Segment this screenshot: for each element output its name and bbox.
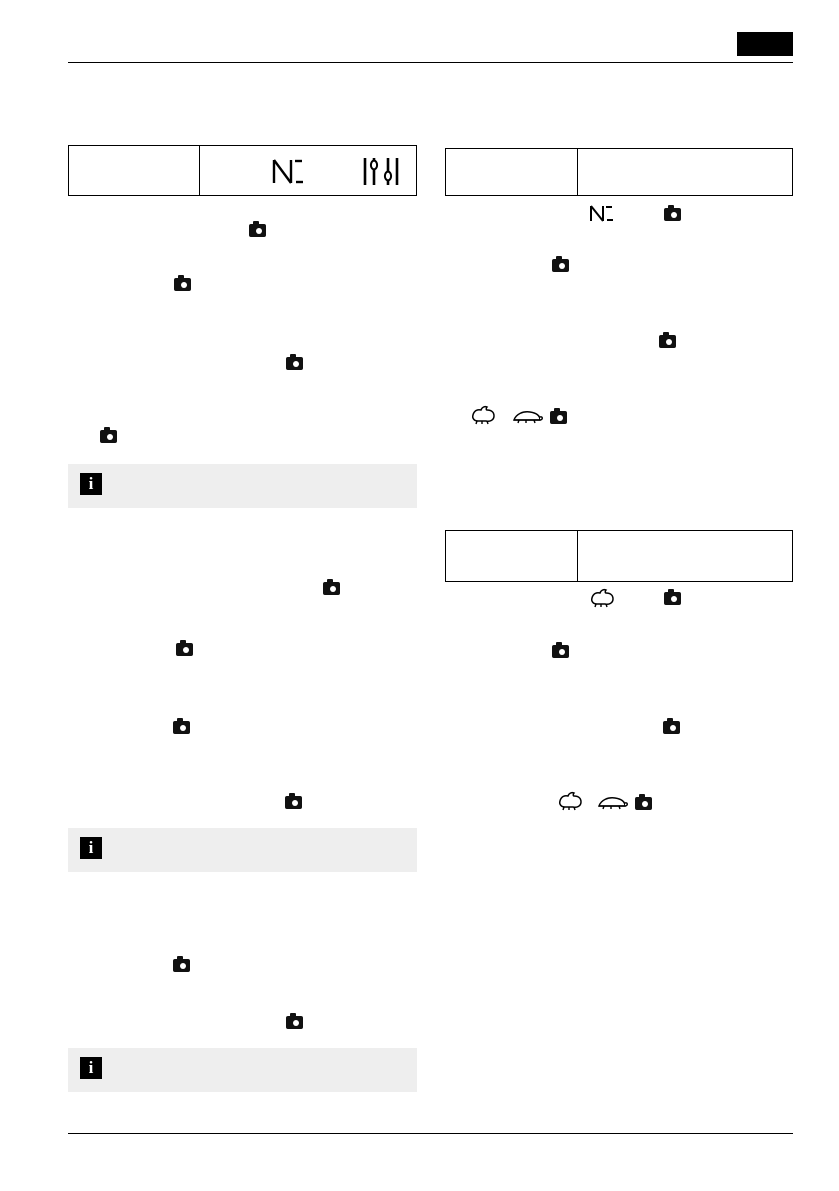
info-icon: i: [80, 473, 102, 495]
camera-icon: [635, 797, 652, 810]
dinosaur-icon: [589, 588, 617, 608]
camera-icon: [286, 357, 303, 370]
info-note: [68, 1048, 417, 1092]
table-divider: [199, 146, 200, 195]
dinosaur-icon: [470, 405, 498, 425]
info-note: [68, 464, 417, 508]
sliders-icon: [361, 156, 401, 187]
camera-icon: [552, 259, 569, 272]
camera-icon: [174, 278, 191, 291]
camera-icon: [285, 796, 302, 809]
zigzag-icon: [588, 203, 614, 225]
camera-icon: [286, 1016, 303, 1029]
info-icon: i: [80, 837, 102, 859]
symbol-table-right-bottom: [445, 530, 793, 582]
camera-icon: [173, 959, 190, 972]
camera-icon: [663, 721, 680, 734]
dinosaur-icon: [557, 791, 585, 811]
turtle-icon: [596, 794, 628, 810]
zigzag-icon: [271, 155, 305, 188]
camera-icon: [323, 582, 340, 595]
symbol-table-right-top: [445, 148, 793, 196]
camera-icon: [249, 224, 266, 237]
camera-icon: [176, 643, 193, 656]
camera-icon: [173, 721, 190, 734]
camera-icon: [550, 411, 567, 424]
header-tab-marker: [737, 32, 793, 56]
info-note: [68, 828, 417, 872]
table-divider: [577, 149, 578, 195]
camera-icon: [552, 645, 569, 658]
camera-icon: [659, 335, 676, 348]
camera-icon: [664, 592, 681, 605]
info-icon: i: [80, 1057, 102, 1079]
table-divider: [577, 531, 578, 581]
symbol-table-left: [68, 145, 417, 196]
camera-icon: [664, 208, 681, 221]
header-rule: [68, 62, 793, 63]
camera-icon: [100, 430, 117, 443]
footer-rule: [68, 1133, 793, 1134]
turtle-icon: [511, 408, 543, 424]
